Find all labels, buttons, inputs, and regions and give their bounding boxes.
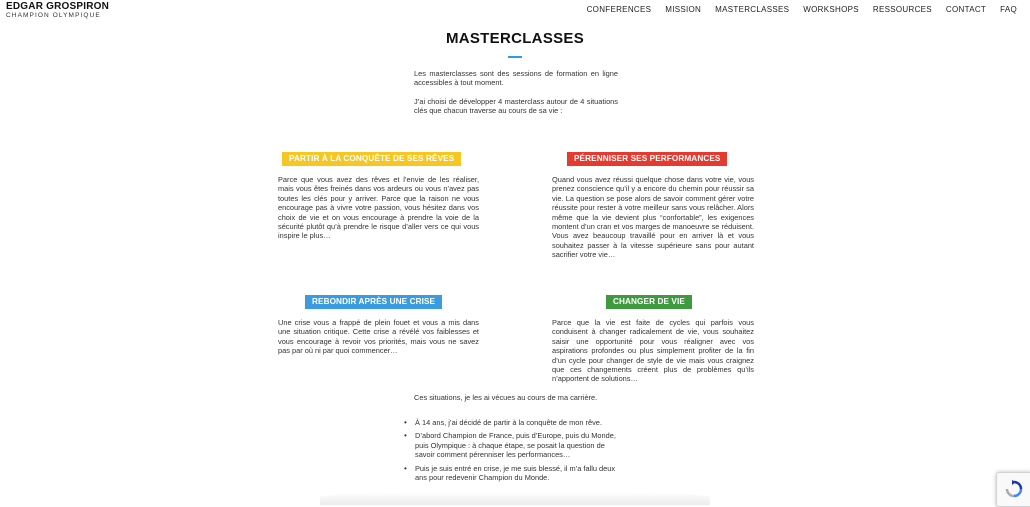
bullet-icon: •: [404, 418, 407, 427]
recaptcha-badge[interactable]: [996, 472, 1030, 507]
list-item-text: À 14 ans, j’ai décidé de partir à la conquête de mon rêve.: [415, 418, 602, 427]
list-item: [404, 431, 618, 459]
masterclass-text-changer: Parce que la vie est faite de cycles qui parfois vous conduisent à changer radicalement de vie, vous souhaitez saisir une opportunité pour vous réaligner avec vos aspirations profondes ou plus simplement profiter de la fin d’un cycle pour changer de style de vie mais vous craignez que ces changements créent plus de problèmes qu’ils n’apportent de solutions…: [552, 318, 754, 384]
bullet-icon: •: [404, 463, 407, 473]
nav-masterclasses[interactable]: MASTERCLASSES: [715, 5, 790, 14]
site-header: [0, 0, 1030, 24]
logo-name: EDGAR GROSPIRON: [6, 1, 110, 12]
intro-paragraph-1: Les masterclasses sont des sessions de formation en ligne accessibles à tout moment.: [414, 69, 618, 88]
list-item: [404, 464, 618, 483]
masterclass-text-conquete: Parce que vous avez des rêves et l’envie de les réaliser, mais vous êtes freinés dans vos ardeurs ou vous n’avez pas toutes les clés pour y arriver. Parce que la raison ne vous encourage pas à vivre votre passion, vous hésitez dans vos choix de vie et on vous encourage à prendre la voie de la sécurité plutôt qu’à prendre le risque d’aller vers ce qui vous inspire le plus…: [278, 175, 479, 241]
masterclass-text-rebondir: Une crise vous a frappé de plein fouet et vous a mis dans une situation critique. Cette crise a révélé vos faiblesses et vous encourage à revoir vos priorités, mais vous ne savez pas par où ni par quoi commencer…: [278, 318, 479, 356]
sticky-bar-shadow: [320, 492, 710, 505]
logo-subtitle: CHAMPION OLYMPIQUE: [6, 12, 101, 19]
intro-paragraph-2: J’ai choisi de développer 4 masterclass autour de 4 situations clés que chacun traverse au cours de sa vie :: [414, 97, 618, 116]
masterclass-badge-conquete[interactable]: PARTIR À LA CONQUÊTE DE SES RÊVES: [282, 152, 461, 166]
masterclass-badge-rebondir[interactable]: REBONDIR APRÈS UNE CRISE: [305, 295, 442, 309]
list-item: [404, 418, 618, 427]
career-list: [404, 418, 618, 486]
nav-conferences[interactable]: CONFERENCES: [586, 5, 652, 14]
masterclass-text-perenniser: Quand vous avez réussi quelque chose dans votre vie, vous prenez conscience qu’il y a encore du chemin pour réussir sa vie. La question se pose alors de savoir comment gérer votre réussite pour rester à votre meilleur sans vous relâcher. Alors même que la vie devient plus “confortable”, les exigences montent d’un cran et vos marges de manoeuvre se réduisent. Vous avez beaucoup travaillé pour en arriver là et vous souhaitez passer à la vitesse supérieure sans pour autant sacrifier votre vie…: [552, 175, 754, 260]
nav-contact[interactable]: CONTACT: [945, 5, 987, 14]
title-underline: [508, 56, 522, 58]
nav-ressources[interactable]: RESSOURCES: [872, 5, 932, 14]
nav-workshops[interactable]: WORKSHOPS: [803, 5, 859, 14]
main-nav: [587, 5, 1017, 14]
page-title: MASTERCLASSES: [445, 30, 585, 47]
bullet-icon: •: [404, 431, 407, 441]
list-item-text: D’abord Champion de France, puis d’Europe, puis du Monde, puis Olympique : à chaque étape, se posait la question de savoir comment pérenniser les performances…: [415, 431, 616, 460]
outro-paragraph: Ces situations, je les ai vécues au cours de ma carrière.: [414, 393, 598, 402]
recaptcha-icon: [1005, 480, 1023, 498]
site-logo[interactable]: [6, 2, 109, 20]
masterclass-badge-changer[interactable]: CHANGER DE VIE: [606, 295, 692, 309]
list-item-text: Puis je suis entré en crise, je me suis blessé, il m’a fallu deux ans pour redevenir Champion du Monde.: [415, 463, 616, 483]
nav-mission[interactable]: MISSION: [665, 5, 702, 14]
masterclass-badge-perenniser[interactable]: PÉRENNISER SES PERFORMANCES: [567, 152, 727, 166]
nav-faq[interactable]: FAQ: [1000, 5, 1017, 14]
